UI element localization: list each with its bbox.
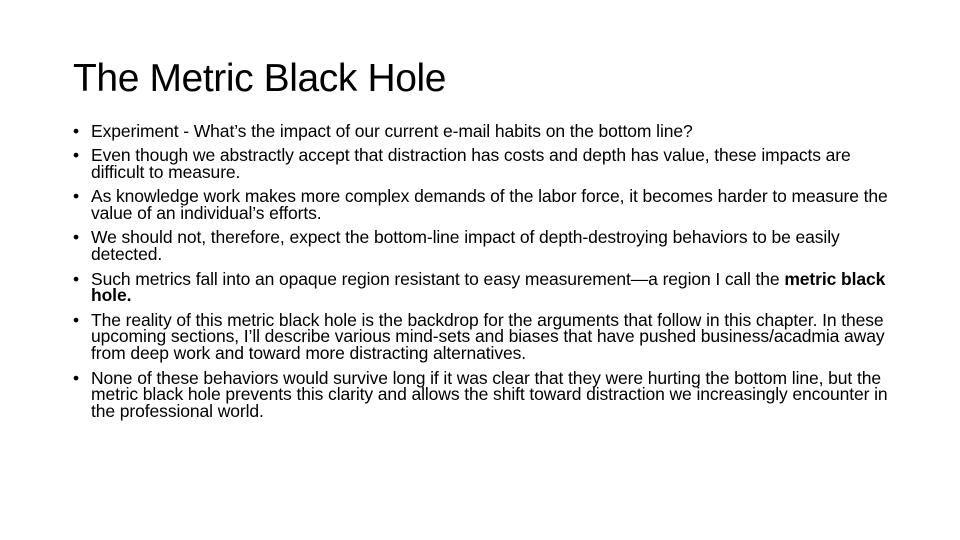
bullet-item: [73, 367, 888, 422]
bullet-list: [73, 123, 888, 427]
bullet-text: Experiment - What’s the impact of our current e-mail habits on the bottom line?: [91, 121, 693, 141]
slide-title: The Metric Black Hole: [73, 57, 447, 100]
bullet-icon: •: [73, 309, 80, 330]
bullet-text: [91, 269, 885, 306]
bullet-text-bold-term: metric black hole.: [91, 268, 886, 306]
bullet-icon: •: [73, 145, 80, 166]
bullet-icon: •: [73, 227, 80, 248]
bullet-text: None of these behaviors would survive long if it was clear that they were hurting the bottom line, but the metric black hole prevents this clarity and allows the shift toward distraction we increasingly encounter in the professional world.: [91, 367, 888, 422]
bullet-item: [73, 268, 888, 306]
bullet-icon: •: [73, 268, 80, 289]
bullet-icon: •: [73, 186, 80, 207]
bullet-text: We should not, therefore, expect the bottom-line impact of depth-destroying behaviors to be easily detected.: [91, 227, 840, 265]
bullet-text: The reality of this metric black hole is the backdrop for the arguments that follow in this chapter. In these upcoming sections, I’ll describe various mind-sets and biases that have pushed business/acadmia away from deep work and toward more distracting alternatives.: [91, 309, 885, 364]
bullet-item: [73, 309, 888, 364]
bullet-item: [73, 123, 888, 140]
bullet-item: [73, 229, 888, 263]
bullet-text: Even though we abstractly accept that distraction has costs and depth has value, these impacts are difficult to measure.: [91, 145, 851, 183]
bullet-icon: •: [73, 121, 80, 141]
bullet-text-plain: Such metrics fall into an opaque region resistant to easy measurement—a region I call the: [91, 268, 785, 289]
bullet-icon: •: [73, 367, 80, 388]
bullet-item: [73, 188, 888, 222]
bullet-item: [73, 147, 888, 181]
bullet-text: As knowledge work makes more complex demands of the labor force, it becomes harder to measure the value of an individual’s efforts.: [91, 186, 888, 224]
